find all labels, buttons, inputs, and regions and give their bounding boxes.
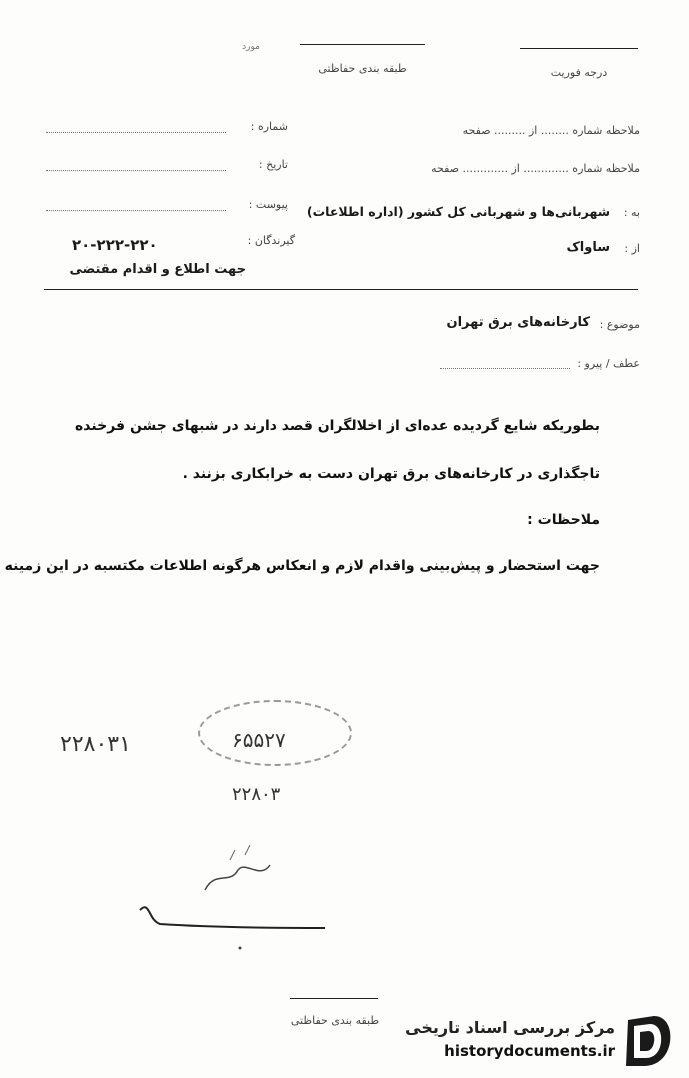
subject-value: کارخانه‌های برق تهران — [446, 315, 590, 330]
from-label: از : — [624, 242, 640, 255]
to-value: شهربانی‌ها و شهربانی کل کشور (اداره اطلاعات) — [306, 204, 610, 219]
priority-header-right: درجه فوریت — [550, 66, 608, 79]
date-dotted-line — [46, 170, 226, 171]
footer-rule — [290, 998, 378, 999]
number-dotted-line — [46, 132, 226, 133]
watermark-logo-icon — [618, 1012, 674, 1070]
body-line-3: ملاحظات : — [527, 512, 600, 528]
body-line-1: بطوریکه شایع گردیده عده‌ای از اخلالگران قصد دارند در شبهای جشن فرخنده — [75, 418, 600, 434]
followup-dotted-line — [440, 368, 570, 369]
handwritten-instruction: جهت اطلاع و اقدام مقتضی — [69, 262, 246, 277]
date-label: تاریخ : — [258, 158, 288, 171]
reference-line-2: ملاحظه شماره ............. از ............. صفحه — [431, 162, 640, 175]
footer-classification: طبقه بندی حفاظتی — [290, 1014, 380, 1027]
watermark-url: historydocuments.ir — [444, 1042, 615, 1060]
watermark-title: مرکز بررسی اسناد تاریخی — [405, 1018, 615, 1037]
classification-header-left: طبقه بندی حفاظتی — [318, 62, 407, 75]
attachment-label: پیوست : — [248, 198, 288, 211]
header-rule-right — [520, 48, 638, 49]
recipients-label: گیرندگان : — [247, 234, 295, 247]
handwritten-archive-number: ۲۲۸۰۳۱ — [60, 732, 131, 757]
to-label: به : — [623, 206, 640, 219]
stamp-sub-number: ۲۲۸۰۳ — [232, 784, 281, 805]
followup-label: عطف / پیرو : — [577, 357, 640, 370]
attachment-dotted-line — [46, 210, 226, 211]
header-divider — [44, 289, 638, 290]
from-value: ساواک — [566, 240, 610, 255]
top-mark: مورد — [242, 42, 260, 52]
body-line-2: تاجگذاری در کارخانه‌های برق تهران دست به خرابکاری بزنند . — [182, 466, 600, 482]
stamp-oval-number: ۶۵۵۲۷ — [232, 728, 286, 752]
handwritten-code: ۲۰-۲۲۲-۲۲۰ — [72, 236, 158, 254]
reference-line-1: ملاحظه شماره ........ از ......... صفحه — [462, 124, 640, 137]
header-rule-left — [300, 44, 425, 45]
body-line-4: جهت استحضار و پیش‌بینی واقدام لازم و انعکاس هرگونه اطلاعات مکتسبه در این زمینه — [4, 558, 600, 574]
number-label: شماره : — [250, 120, 288, 133]
signature-scribble — [120, 840, 340, 960]
subject-label: موضوع : — [599, 318, 640, 331]
